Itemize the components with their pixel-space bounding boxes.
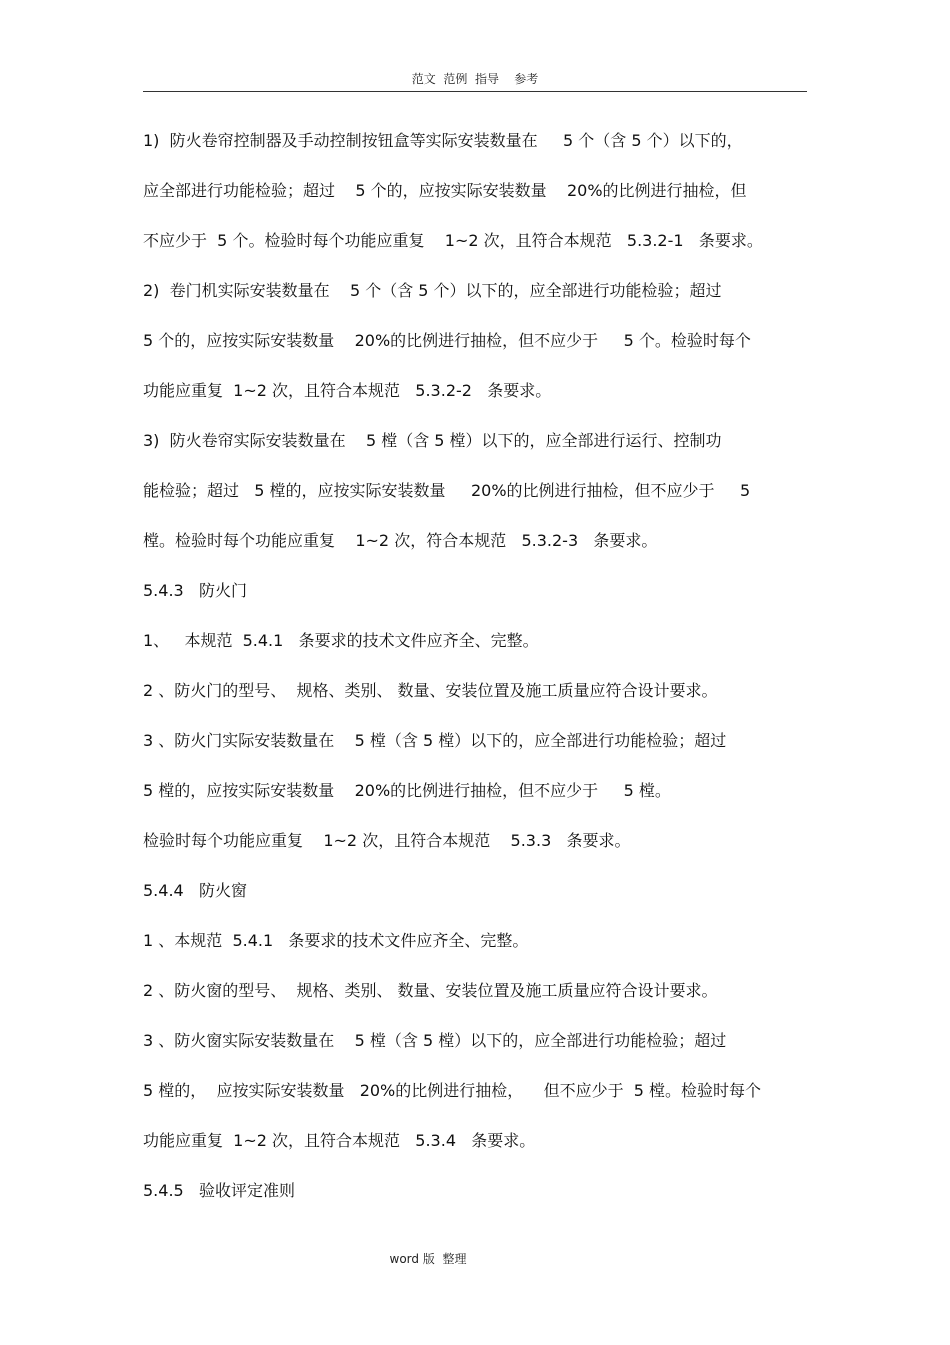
text-line: 5 个的，应按实际安装数量 20%的比例进行抽检，但不应少于 5 个。检验时每个 <box>143 331 751 350</box>
document-body <box>143 124 811 1224</box>
text-line: 2 、防火门的型号、 规格、类别、 数量、安装位置及施工质量应符合设计要求。 <box>143 681 718 700</box>
text-line: 1) 防火卷帘控制器及手动控制按钮盒等实际安装数量在 5 个（含 5 个）以下的， <box>143 131 743 150</box>
page-header: 范文 范例 指导 参考 <box>411 72 539 86</box>
text-line: 2 、防火窗的型号、 规格、类别、 数量、安装位置及施工质量应符合设计要求。 <box>143 981 718 1000</box>
text-line: 樘。检验时每个功能应重复 1~2 次，符合本规范 5.3.2-3 条要求。 <box>143 531 658 550</box>
text-line: 1 、本规范 5.4.1 条要求的技术文件应齐全、完整。 <box>143 931 529 950</box>
text-line: 不应少于 5 个。检验时每个功能应重复 1~2 次，且符合本规范 5.3.2-1 条要求。 <box>143 231 763 250</box>
text-line: 3) 防火卷帘实际安装数量在 5 樘（含 5 樘）以下的，应全部进行运行、控制功 <box>143 431 722 450</box>
text-line: 1、 本规范 5.4.1 条要求的技术文件应齐全、完整。 <box>143 631 539 650</box>
text-line: 3 、防火门实际安装数量在 5 樘（含 5 樘）以下的，应全部进行功能检验；超过 <box>143 731 727 750</box>
text-line: 功能应重复 1~2 次，且符合本规范 5.3.2-2 条要求。 <box>143 381 552 400</box>
header-rule <box>143 91 807 92</box>
text-line: 2) 卷门机实际安装数量在 5 个（含 5 个）以下的，应全部进行功能检验；超过 <box>143 281 722 300</box>
text-line: 3 、防火窗实际安装数量在 5 樘（含 5 樘）以下的，应全部进行功能检验；超过 <box>143 1031 727 1050</box>
section-heading: 5.4.5 验收评定准则 <box>143 1181 295 1200</box>
text-line: 检验时每个功能应重复 1~2 次，且符合本规范 5.3.3 条要求。 <box>143 831 631 850</box>
page-footer: word 版 整理 <box>389 1252 467 1266</box>
text-line: 应全部进行功能检验；超过 5 个的，应按实际安装数量 20%的比例进行抽检，但 <box>143 181 747 200</box>
section-heading: 5.4.3 防火门 <box>143 581 247 600</box>
text-line: 5 樘的， 应按实际安装数量 20%的比例进行抽检， 但不应少于 5 樘。检验时每个 <box>143 1081 762 1100</box>
text-line: 能检验；超过 5 樘的，应按实际安装数量 20%的比例进行抽检，但不应少于 5 <box>143 481 751 500</box>
section-heading: 5.4.4 防火窗 <box>143 881 247 900</box>
text-line: 功能应重复 1~2 次，且符合本规范 5.3.4 条要求。 <box>143 1131 536 1150</box>
text-line: 5 樘的，应按实际安装数量 20%的比例进行抽检，但不应少于 5 樘。 <box>143 781 671 800</box>
